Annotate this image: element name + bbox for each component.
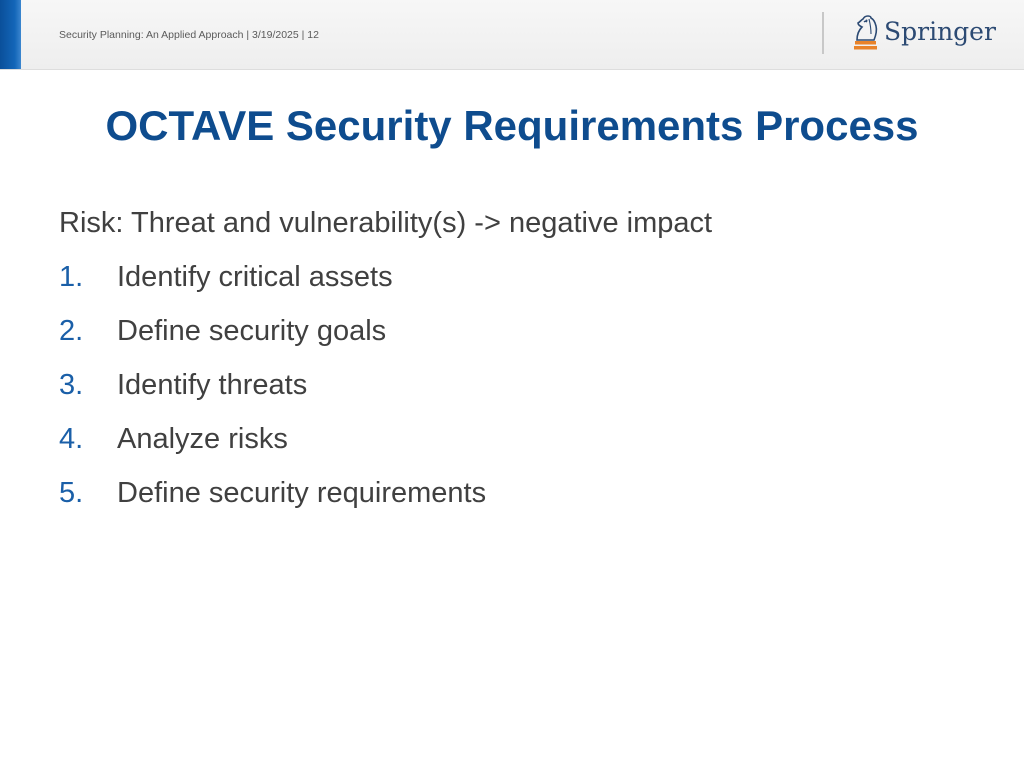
step-text: Identify critical assets [117,261,393,293]
springer-wordmark: Springer [884,17,996,46]
list-item [59,313,979,367]
step-number: 1. [59,261,84,293]
step-number: 4. [59,423,84,455]
logo-divider [822,12,824,54]
list-item [59,475,979,529]
step-text: Analyze risks [117,423,288,455]
step-number: 5. [59,477,84,509]
list-item [59,367,979,421]
slide-body [59,205,979,529]
step-number: 2. [59,315,84,347]
step-text: Define security requirements [117,477,487,509]
risk-definition: Risk: Threat and vulnerability(s) -> negative impact [59,207,713,239]
step-text: Identify threats [117,369,308,401]
springer-horse-icon [851,14,879,51]
process-steps-list [59,259,979,529]
step-text: Define security goals [117,315,387,347]
springer-logo [851,14,996,54]
list-item [59,259,979,313]
list-item [59,421,979,475]
slide-header [0,0,1024,70]
slide-title: OCTAVE Security Requirements Process [105,102,919,149]
slide-footer-text: Security Planning: An Applied Approach | 3/19/2025 | 12 [59,29,319,41]
accent-strip [0,0,21,69]
step-number: 3. [59,369,84,401]
